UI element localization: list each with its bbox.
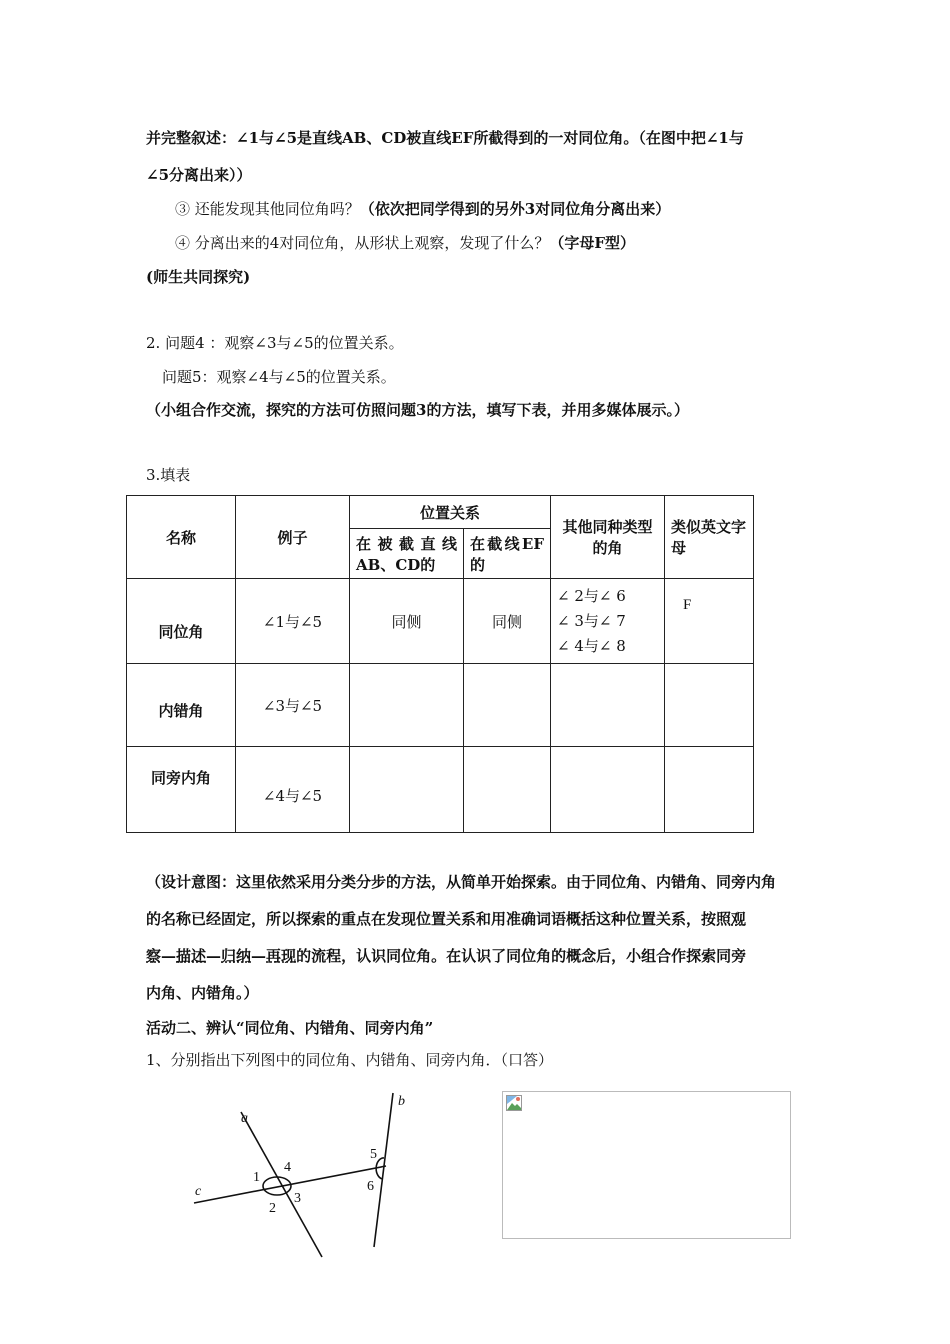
label-c: c [195,1184,202,1199]
step3-question: ③ 还能发现其他同位角吗？ [175,200,360,218]
design-note-reproduce: 再现 [266,947,297,965]
row-pos-b: 同侧 [464,579,551,664]
label-a: a [241,1111,248,1126]
label-6: 6 [367,1179,374,1194]
angle-classification-table [126,495,754,833]
question-4: 2. 问题4 ：观察∠3与∠5的位置关系。 [146,334,404,352]
table-row [127,579,754,664]
row-letter: F [665,579,754,664]
design-note-dash-2: — [206,947,222,965]
table-row [127,747,754,833]
header-position: 位置关系 [350,496,551,529]
row-name: 同旁内角 [127,747,236,833]
design-note-dash-1: — [161,947,177,965]
row-name: 同位角 [127,579,236,664]
row-pos-b [464,747,551,833]
group-work-note: （小组合作交流，探究的方法可仿照问题3的方法，填写下表，并用多媒体展示。） [146,401,689,419]
activity2-question1: 1、分别指出下列图中的同位角、内错角、同旁内角．（口答） [146,1051,554,1069]
question-5: 问题5：观察∠4与∠5的位置关系。 [162,368,396,386]
header-others: 其他同种类型的角 [551,496,665,579]
step4-question: ④ 分离出来的4对同位角，从形状上观察，发现了什么？ [175,234,550,252]
row-pos-a: 同侧 [350,579,464,664]
para-step4 [175,232,635,253]
other-angle-3: ∠ 4与∠ 8 [557,636,626,655]
label-3: 3 [294,1191,301,1206]
para-step3 [175,198,670,219]
design-note-line4: 内角、内错角。） [146,984,259,1002]
row-pos-a [350,747,464,833]
row-letter [665,747,754,833]
design-note-line2-text: 的名称已经固定，所以探索的重点在发现位置关系和用准确词语概括这种位置关系，按照 [146,910,732,928]
label-b: b [398,1094,405,1109]
step4-note: （字母F型） [549,234,635,252]
broken-image-icon [506,1095,522,1111]
fill-table-heading: 3.填表 [146,466,191,484]
row-letter [665,664,754,747]
step3-note: （依次把同学得到的另外3对同位角分离出来） [359,200,671,218]
design-note-line3-rest: 的流程，认识同位角。在认识了同位角的概念后，小组合作探索同旁 [296,947,747,965]
design-note-line3 [146,945,746,966]
design-note-describe: 描述 [176,947,207,965]
design-note-line1: （设计意图：这里依然采用分类分步的方法，从简单开始探索。由于同位角、内错角、同旁内角 [146,873,777,891]
activity2-title: 活动二、辨认“同位角、内错角、同旁内角” [146,1019,434,1037]
header-pos-a: 在被截直线AB、CD的 [350,529,464,579]
label-1: 1 [253,1170,260,1185]
design-note-line2 [146,908,746,929]
row-name: 内错角 [127,664,236,747]
other-angle-2: ∠ 3与∠ 7 [557,611,626,630]
para-joint-explore: (师生共同探究) [146,268,251,286]
angle-mark-left [263,1177,291,1195]
header-letter: 类似英文字母 [665,496,754,579]
header-name: 名称 [127,496,236,579]
row-others [551,579,665,664]
row-example: ∠1与∠5 [236,579,350,664]
design-note-induce: 归纳 [221,947,252,965]
row-pos-b [464,664,551,747]
label-5: 5 [370,1147,377,1162]
para-describe-line1: 并完整叙述：∠1与∠5是直线AB、CD被直线EF所截得到的一对同位角。（在图中把∠1与 [146,129,744,147]
intersecting-lines-figure [180,1085,440,1260]
other-angle-1: ∠ 2与∠ 6 [557,586,626,605]
label-4: 4 [284,1160,291,1175]
row-example: ∠4与∠5 [236,747,350,833]
design-note-dash-3: — [251,947,267,965]
row-others [551,747,665,833]
row-pos-a [350,664,464,747]
design-note-observe-2: 察 [146,947,162,965]
broken-image-placeholder [502,1091,791,1239]
design-note-observe-1: 观 [731,910,747,928]
table-row [127,664,754,747]
para-describe-line2: ∠5分离出来）） [146,166,252,184]
row-others [551,664,665,747]
row-example: ∠3与∠5 [236,664,350,747]
header-example: 例子 [236,496,350,579]
label-2: 2 [269,1201,276,1216]
header-pos-b: 在截线EF的 [464,529,551,579]
